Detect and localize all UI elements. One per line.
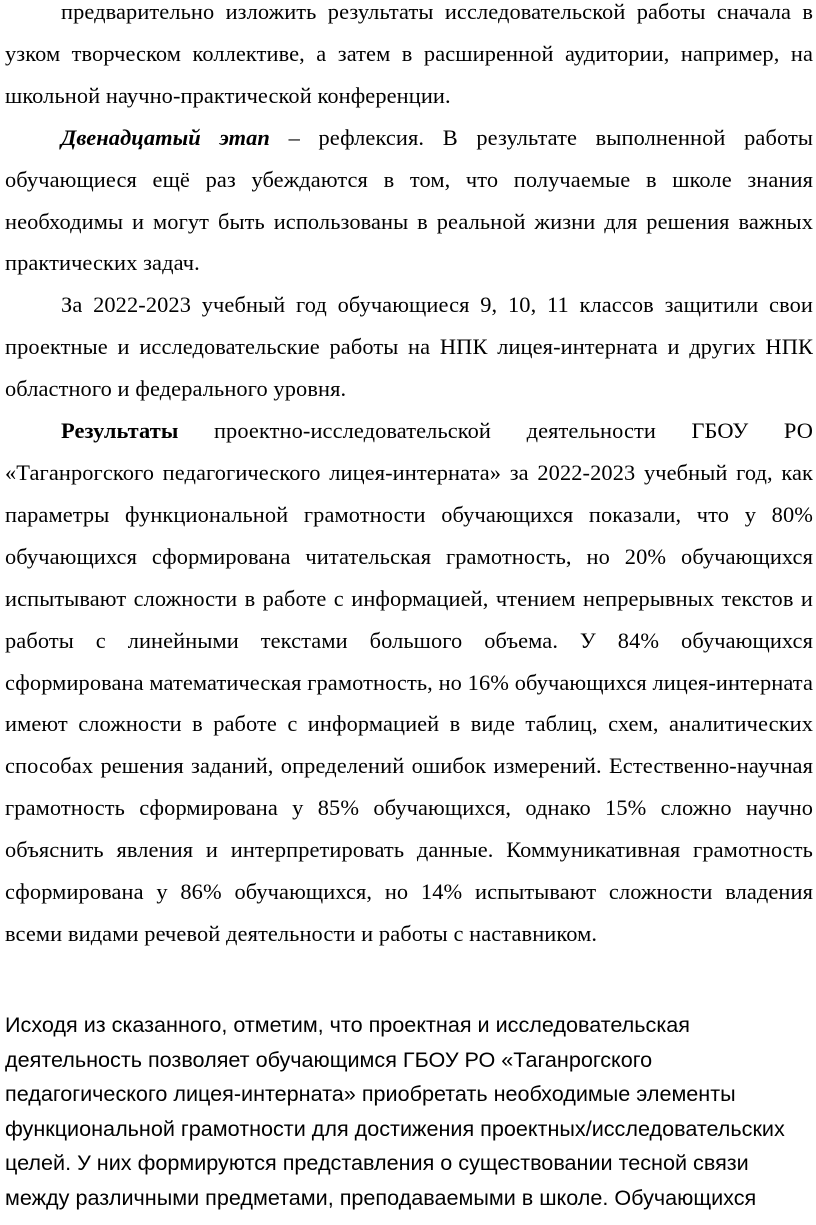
paragraph-reflection-stage: [5, 117, 813, 285]
results-text: проектно-исследовательской деятельности ГБОУ РО «Таганрогского педагогического лицея-интерната» за 2022-2023 учебный год, как параметры функциональной грамотности обучающихся показали, что у 80% обучающихся сформирована читательская грамотность, но 20% обучающихся испытывают сложности в работе с информацией, чтением непрерывных текстов и работы с линейными текстами большого объема. У 84% обучающихся сформирована математическая грамотность, но 16% обучающихся лицея-интерната имеют сложности в работе с информацией в виде таблиц, схем, аналитических способах решения заданий, определений ошибок измерений. Естественно-научная грамотность сформирована у 85% обучающихся, однако 15% сложно научно объяснить явления и интерпретировать данные. Коммуникативная грамотность сформирована у 86% обучающихся, но 14% испытывают сложности владения всеми видами речевой деятельности и работы с наставником.: [5, 418, 813, 946]
paragraph-continuation: предварительно изложить результаты исследовательской работы сначала в узком творческом коллективе, а затем в расширенной аудитории, например, на школьной научно-практической конференции.: [5, 0, 813, 108]
conclusion-block: [5, 1008, 813, 1215]
document-body: [5, 0, 813, 955]
stage-twelve-heading: Двенадцатый этап: [61, 124, 270, 150]
stage-twelve-text: – рефлексия. В результате выполненной работы обучающиеся ещё раз убеждаются в том, что получаемые в школе знания необходимы и могут быть использованы в реальной жизни для решения важных практических задач.: [5, 124, 813, 276]
results-heading: Результаты: [61, 418, 179, 444]
paragraph-results: [5, 410, 813, 955]
paragraph-conclusion: Исходя из сказанного, отметим, что проектная и исследовательская деятельность позволяет обучающимся ГБОУ РО «Таганрогского педагогического лицея-интерната» приобретать необходимые элементы функциональной грамотности для достижения проектных/исследовательских целей. У них формируются представления о существовании тесной связи между различными предметами, преподаваемыми в школе. Обучающихся: [5, 1012, 785, 1210]
paragraph-school-year: За 2022-2023 учебный год обучающиеся 9, 10, 11 классов защитили свои проектные и исследовательские работы на НПК лицея-интерната и других НПК областного и федерального уровня.: [5, 292, 813, 402]
